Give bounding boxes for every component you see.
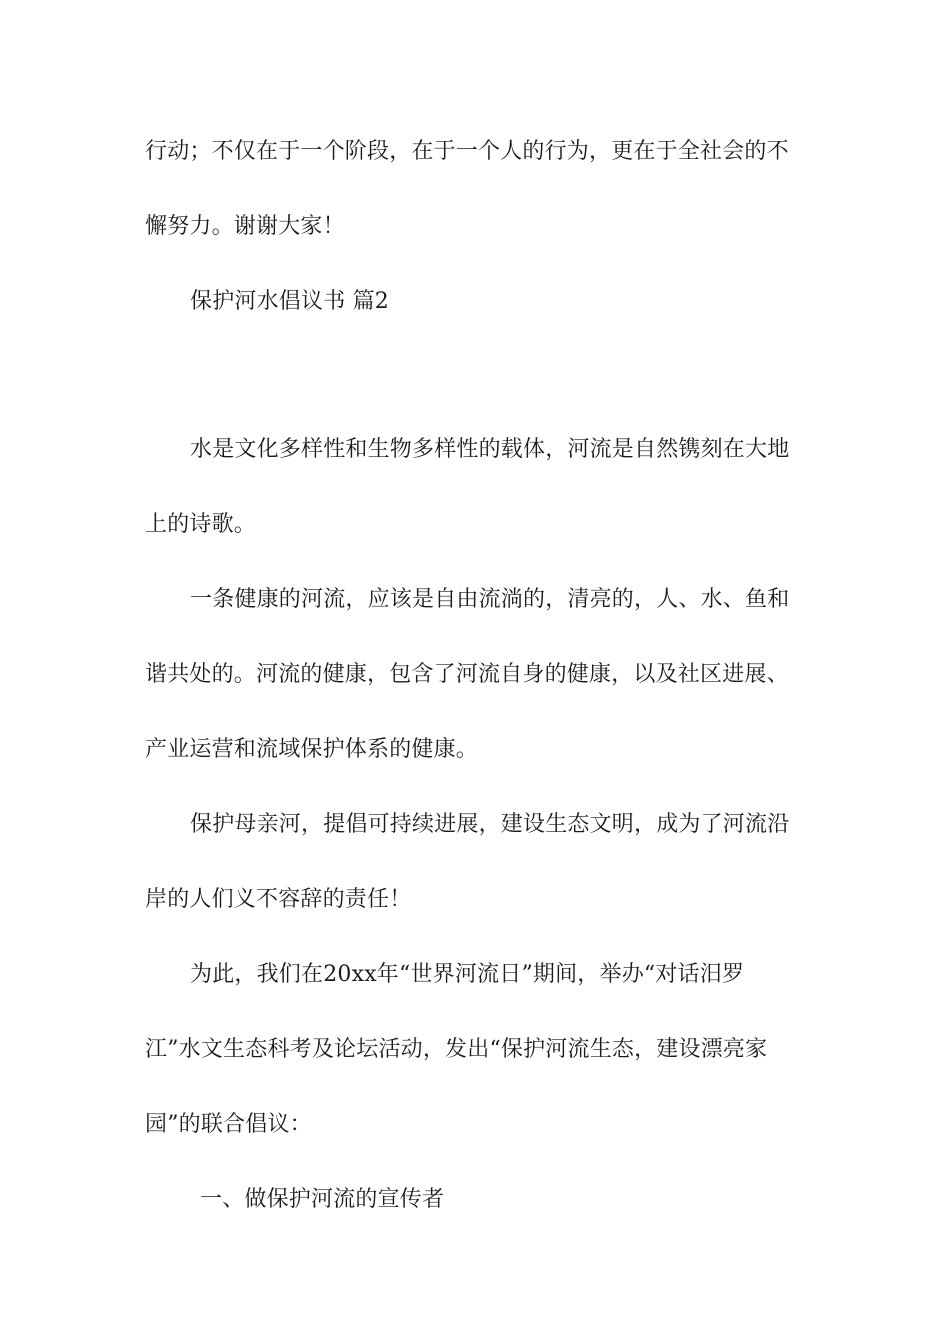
paragraph-line: 园”的联合倡议： [145,1112,312,1137]
section-title: 保护河水倡议书 篇2 [190,289,389,314]
paragraph-line: 水是文化多样性和生物多样性的载体，河流是自然镌刻在大地 [190,437,790,462]
paragraph-line: 上的诗歌。 [145,512,257,537]
paragraph-line: 谐共处的。河流的健康，包含了河流自身的健康，以及社区进展、 [145,662,789,687]
paragraph-line: 岸的人们义不容辞的责任！ [145,887,412,912]
subheading: 一、做保护河流的宣传者 [200,1187,445,1212]
paragraph-line: 江”水文生态科考及论坛活动，发出“保护河流生态，建设漂亮家 [145,1037,768,1062]
paragraph-line: 行动；不仅在于一个阶段，在于一个人的行为，更在于全社会的不 [145,139,789,164]
paragraph-line: 一条健康的河流，应该是自由流淌的，清亮的，人、水、鱼和 [190,587,790,612]
paragraph-line: 保护母亲河，提倡可持续进展，建设生态文明，成为了河流沿 [190,812,790,837]
paragraph-line: 懈努力。谢谢大家！ [145,214,345,239]
paragraph-line: 为此，我们在20xx年“世界河流日”期间，举办“对话汨罗 [190,962,745,987]
paragraph-line: 产业运营和流域保护体系的健康。 [145,737,479,762]
